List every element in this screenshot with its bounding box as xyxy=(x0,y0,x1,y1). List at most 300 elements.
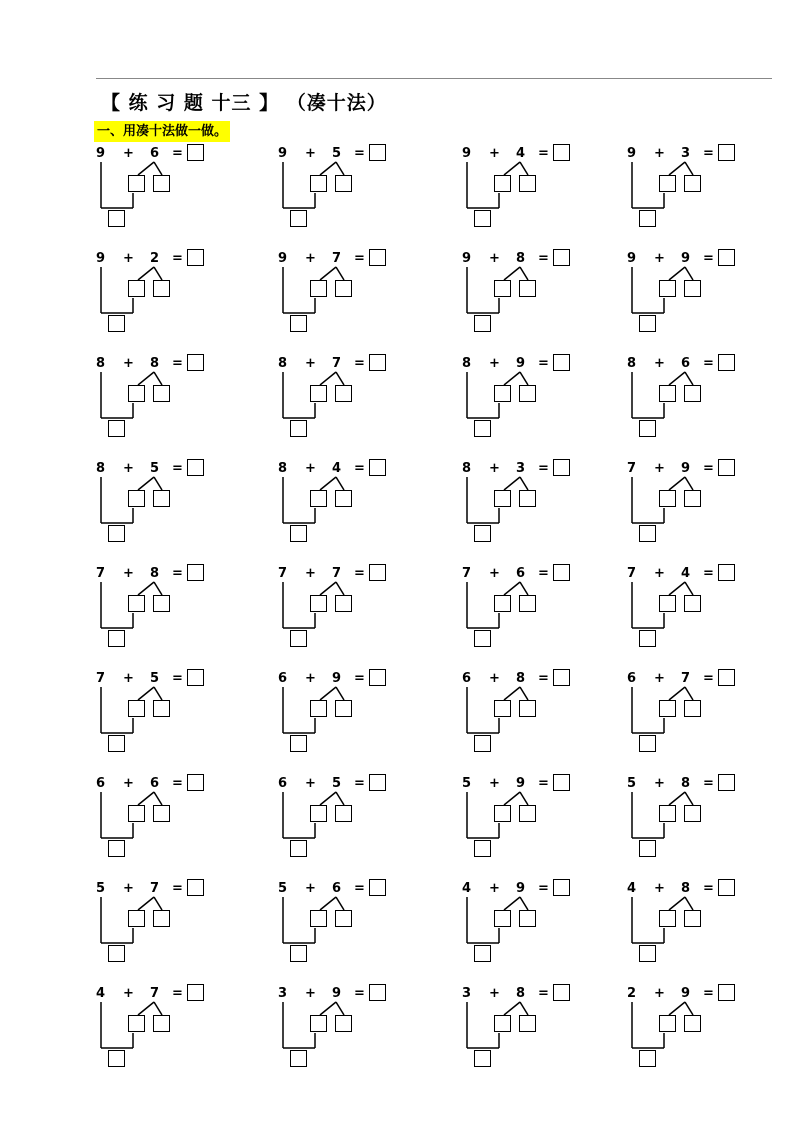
equals-sign: = xyxy=(703,146,714,161)
split-box-right[interactable] xyxy=(153,385,170,402)
plus-sign: + xyxy=(489,251,500,266)
bracket-line xyxy=(669,162,685,175)
problem-item xyxy=(627,880,787,976)
bracket-line xyxy=(504,897,520,910)
equals-sign: = xyxy=(172,986,183,1001)
bracket-line xyxy=(154,372,162,385)
split-box-left[interactable] xyxy=(310,700,327,717)
addend-a: 9 xyxy=(627,146,637,161)
bracket-line xyxy=(504,582,520,595)
split-box-left[interactable] xyxy=(494,910,511,927)
header-rule xyxy=(96,78,772,79)
bracket-line xyxy=(669,582,685,595)
addend-a: 9 xyxy=(627,251,637,266)
sum-ten-box[interactable] xyxy=(474,735,491,752)
split-box-left[interactable] xyxy=(494,490,511,507)
addend-a: 7 xyxy=(96,566,106,581)
sum-ten-box[interactable] xyxy=(639,735,656,752)
split-box-left[interactable] xyxy=(494,595,511,612)
sum-ten-box[interactable] xyxy=(290,420,307,437)
problem-item xyxy=(96,460,256,556)
addend-b: 9 xyxy=(516,776,526,791)
split-box-left[interactable] xyxy=(128,490,145,507)
addend-a: 8 xyxy=(278,461,288,476)
bracket-line xyxy=(336,687,344,700)
equals-sign: = xyxy=(354,986,365,1001)
sum-ten-box[interactable] xyxy=(290,945,307,962)
split-box-left[interactable] xyxy=(128,700,145,717)
split-box-left[interactable] xyxy=(128,280,145,297)
split-box-right[interactable] xyxy=(153,175,170,192)
bracket-line xyxy=(320,372,336,385)
bracket-line xyxy=(154,1002,162,1015)
addend-b: 7 xyxy=(332,356,342,371)
bracket-line xyxy=(504,687,520,700)
sum-ten-box[interactable] xyxy=(290,210,307,227)
addend-a: 5 xyxy=(462,776,472,791)
split-box-left[interactable] xyxy=(310,595,327,612)
problem-item xyxy=(462,985,622,1081)
bracket-line xyxy=(336,477,344,490)
equals-sign: = xyxy=(703,776,714,791)
bracket-line xyxy=(154,267,162,280)
sum-ten-box[interactable] xyxy=(474,315,491,332)
split-box-left[interactable] xyxy=(494,280,511,297)
split-box-left[interactable] xyxy=(310,1015,327,1032)
addend-b: 7 xyxy=(150,881,160,896)
problem-item xyxy=(627,145,787,241)
problem-item xyxy=(96,145,256,241)
split-box-left[interactable] xyxy=(310,280,327,297)
problem-item xyxy=(96,985,256,1081)
equals-sign: = xyxy=(703,986,714,1001)
split-box-left[interactable] xyxy=(310,385,327,402)
plus-sign: + xyxy=(123,356,134,371)
addend-b: 8 xyxy=(150,566,160,581)
equals-sign: = xyxy=(354,251,365,266)
addend-b: 4 xyxy=(516,146,526,161)
plus-sign: + xyxy=(305,986,316,1001)
bracket-line xyxy=(685,792,693,805)
equals-sign: = xyxy=(354,671,365,686)
problem-item xyxy=(462,880,622,976)
equals-sign: = xyxy=(172,146,183,161)
addend-a: 9 xyxy=(462,146,472,161)
equals-sign: = xyxy=(538,146,549,161)
split-box-left[interactable] xyxy=(659,595,676,612)
bracket-line xyxy=(685,1002,693,1015)
problem-item xyxy=(627,250,787,346)
split-box-left[interactable] xyxy=(494,385,511,402)
equals-sign: = xyxy=(354,776,365,791)
problem-item xyxy=(627,775,787,871)
split-box-right[interactable] xyxy=(684,280,701,297)
split-box-left[interactable] xyxy=(659,385,676,402)
split-box-left[interactable] xyxy=(494,175,511,192)
section-heading: 一、用凑十法做一做。 xyxy=(94,121,230,142)
problem-item xyxy=(462,355,622,451)
sum-ten-box[interactable] xyxy=(290,630,307,647)
bracket-line xyxy=(138,1002,154,1015)
sum-ten-box[interactable] xyxy=(639,1050,656,1067)
addend-a: 6 xyxy=(278,671,288,686)
sum-ten-box[interactable] xyxy=(474,1050,491,1067)
split-box-right[interactable] xyxy=(519,910,536,927)
split-box-right[interactable] xyxy=(335,280,352,297)
split-box-right[interactable] xyxy=(153,1015,170,1032)
sum-ten-box[interactable] xyxy=(108,315,125,332)
sum-ten-box[interactable] xyxy=(474,630,491,647)
problem-item xyxy=(96,250,256,346)
sum-ten-box[interactable] xyxy=(108,1050,125,1067)
split-box-left[interactable] xyxy=(128,175,145,192)
equals-sign: = xyxy=(538,881,549,896)
equals-sign: = xyxy=(703,671,714,686)
split-box-right[interactable] xyxy=(153,280,170,297)
addend-b: 9 xyxy=(332,986,342,1001)
problem-item xyxy=(278,460,438,556)
sum-ten-box[interactable] xyxy=(474,525,491,542)
bracket-line xyxy=(138,372,154,385)
sum-ten-box[interactable] xyxy=(108,735,125,752)
sum-ten-box[interactable] xyxy=(108,210,125,227)
split-box-right[interactable] xyxy=(335,595,352,612)
sum-ten-box[interactable] xyxy=(474,210,491,227)
addend-b: 8 xyxy=(681,881,691,896)
split-box-right[interactable] xyxy=(153,595,170,612)
addend-a: 8 xyxy=(462,461,472,476)
addend-a: 8 xyxy=(96,461,106,476)
bracket-line xyxy=(520,687,528,700)
bracket-line xyxy=(138,897,154,910)
bracket-line xyxy=(320,477,336,490)
addend-a: 5 xyxy=(278,881,288,896)
split-box-left[interactable] xyxy=(659,490,676,507)
split-box-right[interactable] xyxy=(519,280,536,297)
split-box-right[interactable] xyxy=(684,910,701,927)
bracket-line xyxy=(320,687,336,700)
page-title: 【 练 习 题 十三 】 （凑十法） xyxy=(101,92,387,114)
split-box-left[interactable] xyxy=(310,490,327,507)
split-box-right[interactable] xyxy=(684,1015,701,1032)
bracket-line xyxy=(154,477,162,490)
problem-item xyxy=(462,670,622,766)
addend-b: 7 xyxy=(332,251,342,266)
split-box-right[interactable] xyxy=(153,805,170,822)
sum-ten-box[interactable] xyxy=(290,525,307,542)
split-box-left[interactable] xyxy=(659,910,676,927)
sum-ten-box[interactable] xyxy=(474,945,491,962)
addend-b: 8 xyxy=(150,356,160,371)
split-box-left[interactable] xyxy=(128,805,145,822)
addend-a: 8 xyxy=(462,356,472,371)
sum-ten-box[interactable] xyxy=(639,945,656,962)
bracket-line xyxy=(685,162,693,175)
sum-ten-box[interactable] xyxy=(290,840,307,857)
equals-sign: = xyxy=(538,776,549,791)
addend-a: 9 xyxy=(96,146,106,161)
bracket-line xyxy=(669,897,685,910)
split-box-right[interactable] xyxy=(153,490,170,507)
bracket-line xyxy=(138,267,154,280)
bracket-line xyxy=(138,792,154,805)
bracket-line xyxy=(336,582,344,595)
equals-sign: = xyxy=(354,146,365,161)
problem-item xyxy=(627,460,787,556)
problem-item xyxy=(627,670,787,766)
split-box-right[interactable] xyxy=(684,385,701,402)
split-box-right[interactable] xyxy=(335,1015,352,1032)
problem-item xyxy=(278,250,438,346)
bracket-line xyxy=(154,792,162,805)
bracket-line xyxy=(504,372,520,385)
equals-sign: = xyxy=(172,356,183,371)
sum-ten-box[interactable] xyxy=(474,840,491,857)
addend-a: 7 xyxy=(627,566,637,581)
bracket-line xyxy=(685,897,693,910)
plus-sign: + xyxy=(305,146,316,161)
sum-ten-box[interactable] xyxy=(108,630,125,647)
addend-a: 9 xyxy=(462,251,472,266)
split-box-left[interactable] xyxy=(128,595,145,612)
plus-sign: + xyxy=(123,146,134,161)
addend-b: 8 xyxy=(516,986,526,1001)
split-box-left[interactable] xyxy=(494,1015,511,1032)
split-box-left[interactable] xyxy=(659,1015,676,1032)
problem-item xyxy=(278,145,438,241)
bracket-line xyxy=(685,687,693,700)
problem-item xyxy=(627,565,787,661)
plus-sign: + xyxy=(654,356,665,371)
problem-item xyxy=(627,985,787,1081)
bracket-line xyxy=(504,477,520,490)
addend-b: 3 xyxy=(516,461,526,476)
addend-a: 5 xyxy=(627,776,637,791)
split-box-right[interactable] xyxy=(335,910,352,927)
bracket-line xyxy=(154,162,162,175)
split-box-left[interactable] xyxy=(310,910,327,927)
bracket-line xyxy=(320,1002,336,1015)
addend-b: 6 xyxy=(332,881,342,896)
addend-a: 9 xyxy=(278,146,288,161)
addend-a: 7 xyxy=(96,671,106,686)
bracket-line xyxy=(520,372,528,385)
plus-sign: + xyxy=(123,671,134,686)
addend-b: 6 xyxy=(681,356,691,371)
bracket-line xyxy=(520,162,528,175)
sum-ten-box[interactable] xyxy=(108,420,125,437)
sum-ten-box[interactable] xyxy=(639,840,656,857)
problem-item xyxy=(278,565,438,661)
plus-sign: + xyxy=(654,146,665,161)
split-box-left[interactable] xyxy=(659,700,676,717)
addend-b: 3 xyxy=(681,146,691,161)
split-box-right[interactable] xyxy=(519,700,536,717)
split-box-left[interactable] xyxy=(659,805,676,822)
split-box-right[interactable] xyxy=(684,805,701,822)
plus-sign: + xyxy=(654,671,665,686)
addend-a: 6 xyxy=(462,671,472,686)
equals-sign: = xyxy=(703,461,714,476)
split-box-right[interactable] xyxy=(335,175,352,192)
bracket-line xyxy=(320,582,336,595)
plus-sign: + xyxy=(123,461,134,476)
equals-sign: = xyxy=(538,566,549,581)
split-box-right[interactable] xyxy=(684,175,701,192)
equals-sign: = xyxy=(538,986,549,1001)
sum-ten-box[interactable] xyxy=(474,420,491,437)
plus-sign: + xyxy=(489,356,500,371)
split-box-left[interactable] xyxy=(310,805,327,822)
equals-sign: = xyxy=(172,776,183,791)
problem-item xyxy=(278,985,438,1081)
split-box-left[interactable] xyxy=(310,175,327,192)
split-box-right[interactable] xyxy=(335,490,352,507)
addend-a: 6 xyxy=(627,671,637,686)
addend-b: 6 xyxy=(150,146,160,161)
split-box-right[interactable] xyxy=(684,490,701,507)
sum-ten-box[interactable] xyxy=(639,525,656,542)
plus-sign: + xyxy=(654,776,665,791)
split-box-right[interactable] xyxy=(684,700,701,717)
split-box-right[interactable] xyxy=(519,385,536,402)
addend-a: 5 xyxy=(96,881,106,896)
equals-sign: = xyxy=(172,251,183,266)
plus-sign: + xyxy=(489,461,500,476)
plus-sign: + xyxy=(654,986,665,1001)
bracket-line xyxy=(685,372,693,385)
equals-sign: = xyxy=(538,356,549,371)
bracket-line xyxy=(504,267,520,280)
bracket-line xyxy=(669,687,685,700)
split-box-right[interactable] xyxy=(153,700,170,717)
addend-a: 7 xyxy=(627,461,637,476)
split-box-right[interactable] xyxy=(335,700,352,717)
equals-sign: = xyxy=(172,461,183,476)
plus-sign: + xyxy=(305,776,316,791)
addend-b: 9 xyxy=(681,461,691,476)
bracket-line xyxy=(685,477,693,490)
split-box-right[interactable] xyxy=(335,385,352,402)
bracket-line xyxy=(336,1002,344,1015)
problem-item xyxy=(278,355,438,451)
bracket-line xyxy=(138,477,154,490)
addend-b: 5 xyxy=(332,146,342,161)
equals-sign: = xyxy=(538,671,549,686)
addend-b: 8 xyxy=(516,251,526,266)
sum-ten-box[interactable] xyxy=(108,525,125,542)
sum-ten-box[interactable] xyxy=(639,315,656,332)
bracket-line xyxy=(320,897,336,910)
split-box-right[interactable] xyxy=(519,1015,536,1032)
addend-b: 7 xyxy=(150,986,160,1001)
bracket-line xyxy=(138,162,154,175)
addend-b: 5 xyxy=(332,776,342,791)
plus-sign: + xyxy=(123,776,134,791)
addend-b: 8 xyxy=(516,671,526,686)
addend-a: 7 xyxy=(278,566,288,581)
sum-ten-box[interactable] xyxy=(290,1050,307,1067)
split-box-left[interactable] xyxy=(494,700,511,717)
bracket-line xyxy=(154,687,162,700)
problem-item xyxy=(96,565,256,661)
equals-sign: = xyxy=(172,566,183,581)
bracket-line xyxy=(520,582,528,595)
plus-sign: + xyxy=(654,251,665,266)
bracket-line xyxy=(336,372,344,385)
split-box-right[interactable] xyxy=(684,595,701,612)
problem-item xyxy=(627,355,787,451)
split-box-right[interactable] xyxy=(153,910,170,927)
addend-b: 7 xyxy=(681,671,691,686)
bracket-line xyxy=(669,372,685,385)
split-box-left[interactable] xyxy=(494,805,511,822)
plus-sign: + xyxy=(489,776,500,791)
split-box-right[interactable] xyxy=(519,805,536,822)
addend-b: 4 xyxy=(681,566,691,581)
split-box-right[interactable] xyxy=(519,595,536,612)
addend-a: 6 xyxy=(278,776,288,791)
plus-sign: + xyxy=(123,881,134,896)
problem-item xyxy=(462,460,622,556)
split-box-left[interactable] xyxy=(128,1015,145,1032)
split-box-left[interactable] xyxy=(128,910,145,927)
plus-sign: + xyxy=(654,881,665,896)
bracket-line xyxy=(336,267,344,280)
addend-a: 4 xyxy=(96,986,106,1001)
addend-a: 8 xyxy=(278,356,288,371)
plus-sign: + xyxy=(305,356,316,371)
addend-a: 7 xyxy=(462,566,472,581)
bracket-line xyxy=(336,162,344,175)
problem-item xyxy=(462,250,622,346)
split-box-left[interactable] xyxy=(659,280,676,297)
bracket-line xyxy=(154,582,162,595)
bracket-line xyxy=(320,267,336,280)
split-box-left[interactable] xyxy=(128,385,145,402)
split-box-right[interactable] xyxy=(335,805,352,822)
plus-sign: + xyxy=(654,566,665,581)
addend-b: 2 xyxy=(150,251,160,266)
addend-b: 9 xyxy=(681,986,691,1001)
bracket-line xyxy=(669,267,685,280)
sum-ten-box[interactable] xyxy=(639,630,656,647)
sum-ten-box[interactable] xyxy=(290,315,307,332)
addend-b: 9 xyxy=(681,251,691,266)
problem-item xyxy=(96,355,256,451)
addend-b: 4 xyxy=(332,461,342,476)
bracket-line xyxy=(336,897,344,910)
sum-ten-box[interactable] xyxy=(639,210,656,227)
problem-item xyxy=(96,775,256,871)
split-box-left[interactable] xyxy=(659,175,676,192)
equals-sign: = xyxy=(703,881,714,896)
equals-sign: = xyxy=(172,881,183,896)
addend-b: 9 xyxy=(516,356,526,371)
sum-ten-box[interactable] xyxy=(639,420,656,437)
bracket-line xyxy=(520,897,528,910)
equals-sign: = xyxy=(703,566,714,581)
sum-ten-box[interactable] xyxy=(108,945,125,962)
plus-sign: + xyxy=(123,566,134,581)
bracket-line xyxy=(520,792,528,805)
sum-ten-box[interactable] xyxy=(108,840,125,857)
sum-ten-box[interactable] xyxy=(290,735,307,752)
equals-sign: = xyxy=(172,671,183,686)
equals-sign: = xyxy=(354,461,365,476)
split-box-right[interactable] xyxy=(519,490,536,507)
split-box-right[interactable] xyxy=(519,175,536,192)
